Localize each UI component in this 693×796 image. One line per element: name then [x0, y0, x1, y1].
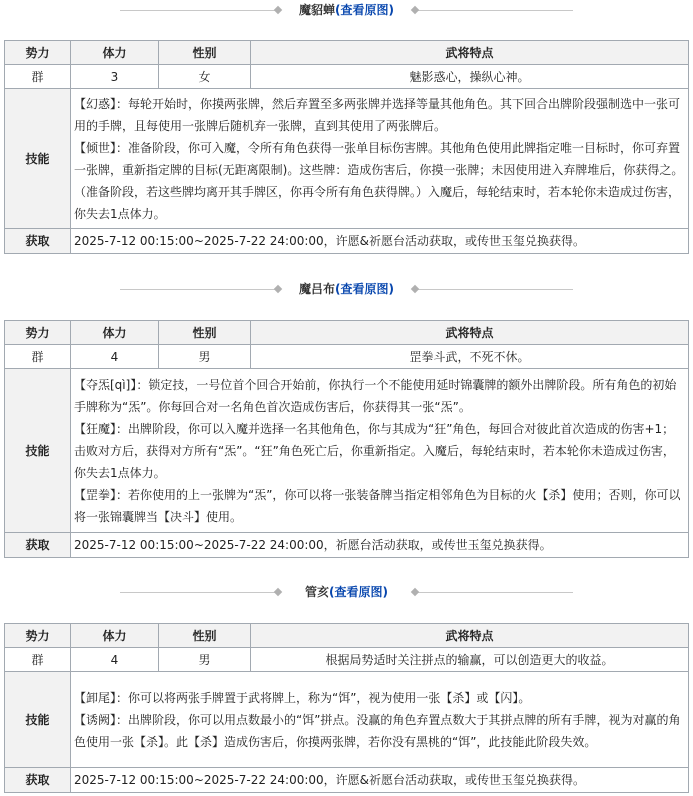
obtain-text: 2025-7-12 00:15:00~2025-7-22 24:00:00，许愿&祈愿台活动获取，或传世玉玺兑换获得。: [71, 229, 689, 254]
divider: [413, 592, 573, 593]
diamond-icon: [274, 285, 282, 293]
diamond-icon: [274, 6, 282, 14]
skills-label: 技能: [5, 672, 71, 768]
obtain-label: 获取: [5, 229, 71, 254]
header-gender: 性别: [159, 624, 251, 648]
general-name: 魔貂蝉: [299, 3, 336, 17]
faction-value: 群: [5, 65, 71, 89]
skills-text: [71, 369, 689, 533]
skill-description: 【幻惑】：每轮开始时，你摸两张牌，然后弃置至多两张牌并选择等量其他角色。其下回合出牌阶段强制选中一张可用的手牌，且每使用一张牌后随机弃一张牌，直到其使用了两张牌后。: [74, 96, 681, 133]
diamond-icon: [411, 588, 419, 596]
divider: [120, 10, 280, 11]
obtain-text: 2025-7-12 00:15:00~2025-7-22 24:00:00，祈愿台活动获取，或传世玉玺兑换获得。: [71, 533, 689, 558]
skill-description: 【狂魔】：出牌阶段，你可以入魔并选择一名其他角色，你与其成为“狂”角色，每回合对彼此首次造成的伤害+1；击败对方后，获得对方所有“炁”。“狂”角色死亡后，你重新指定。入魔后，每轮结束时，若本轮你未造成过伤害，你失去1点体力。: [74, 421, 675, 480]
faction-value: 群: [5, 648, 71, 672]
hp-value: 3: [71, 65, 159, 89]
skill-description: 【倾世】：准备阶段，你可入魔，令所有角色获得一张单目标伤害牌。其他角色使用此牌指定唯一目标时，你可弃置一张牌，重新指定牌的目标(无距离限制)。这些牌：造成伤害后，你摸一张牌；未因使用进入弃牌堆后，你获得之。（准备阶段，若这些牌均离开其手牌区，你再令所有角色获得牌。）入魔后，每轮结束时，若本轮你未造成过伤害，你失去1点体力。: [74, 140, 684, 221]
divider: [413, 289, 573, 290]
skills-text: [71, 89, 689, 229]
general-name: 魔吕布: [299, 282, 336, 296]
feature-value: 罡拳斗武，不死不休。: [251, 345, 689, 369]
obtain-label: 获取: [5, 533, 71, 558]
general-name-title: [291, 582, 402, 602]
header-hp: 体力: [71, 321, 159, 345]
diamond-icon: [411, 6, 419, 14]
gender-value: 男: [159, 345, 251, 369]
header-faction: 势力: [5, 321, 71, 345]
skill-description: 【夺炁[qì]】：锁定技，一号位首个回合开始前，你执行一个不能使用延时锦囊牌的额外出牌阶段。所有角色的初始手牌称为“炁”。你每回合对一名角色首次造成伤害后，你获得其一张“炁”。: [74, 377, 677, 414]
header-faction: 势力: [5, 41, 71, 65]
feature-value: 根据局势适时关注拼点的输赢，可以创造更大的收益。: [251, 648, 689, 672]
skill-description: 【诱阙】：出牌阶段，你可以用点数最小的“饵”拼点。没赢的角色弃置点数大于其拼点牌的所有手牌，视为对赢的角色使用一张【杀】。此【杀】造成伤害后，你摸两张牌，若你没有黑桃的“饵”，此技能此阶段失效。: [74, 712, 681, 749]
divider: [120, 592, 280, 593]
hp-value: 4: [71, 345, 159, 369]
section-heading: [0, 582, 693, 602]
header-gender: 性别: [159, 321, 251, 345]
section-heading: [0, 0, 693, 20]
general-section: [0, 582, 693, 787]
general-name: 管亥: [305, 585, 330, 599]
header-gender: 性别: [159, 41, 251, 65]
view-original-link[interactable]: (查看原图): [329, 585, 388, 599]
obtain-label: 获取: [5, 768, 71, 793]
skills-label: 技能: [5, 369, 71, 533]
skills-label: 技能: [5, 89, 71, 229]
general-section: [0, 0, 693, 248]
view-original-link[interactable]: (查看原图): [335, 282, 394, 296]
header-hp: 体力: [71, 41, 159, 65]
general-table: [4, 320, 689, 558]
hp-value: 4: [71, 648, 159, 672]
header-hp: 体力: [71, 624, 159, 648]
faction-value: 群: [5, 345, 71, 369]
divider: [120, 289, 280, 290]
skill-description: 【罡拳】：若你使用的上一张牌为“炁”，你可以将一张装备牌当指定相邻角色为目标的火【杀】使用；否则，你可以将一张锦囊牌当【决斗】使用。: [74, 487, 681, 524]
gender-value: 男: [159, 648, 251, 672]
header-feature: 武将特点: [251, 41, 689, 65]
general-name-title: [285, 0, 408, 20]
general-table: [4, 623, 689, 793]
divider: [413, 10, 573, 11]
header-faction: 势力: [5, 624, 71, 648]
header-feature: 武将特点: [251, 321, 689, 345]
gender-value: 女: [159, 65, 251, 89]
skills-text: [71, 672, 689, 768]
general-section: [0, 279, 693, 552]
obtain-text: 2025-7-12 00:15:00~2025-7-22 24:00:00，许愿&祈愿台活动获取，或传世玉玺兑换获得。: [71, 768, 689, 793]
skill-description: 【卸尾】：你可以将两张手牌置于武将牌上，称为“饵”，视为使用一张【杀】或【闪】。: [74, 690, 531, 705]
general-name-title: [285, 279, 408, 299]
feature-value: 魅影惑心，操纵心神。: [251, 65, 689, 89]
diamond-icon: [411, 285, 419, 293]
view-original-link[interactable]: (查看原图): [335, 3, 394, 17]
general-table: [4, 40, 689, 254]
diamond-icon: [274, 588, 282, 596]
header-feature: 武将特点: [251, 624, 689, 648]
section-heading: [0, 279, 693, 299]
